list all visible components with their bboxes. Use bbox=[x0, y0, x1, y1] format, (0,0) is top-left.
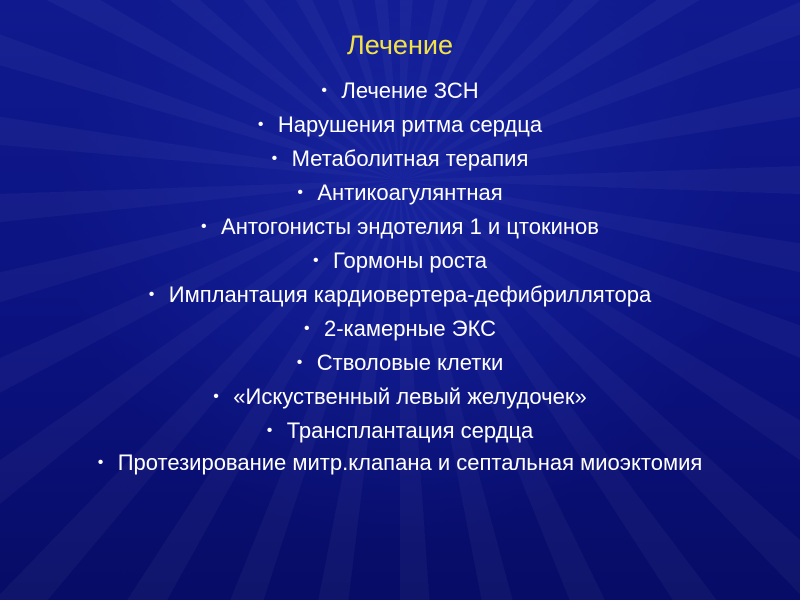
bullet-dot-icon: • bbox=[148, 286, 155, 303]
bullet-dot-icon: • bbox=[97, 454, 104, 471]
bullet-text: «Искуственный левый желудочек» bbox=[233, 384, 587, 409]
bullet-text: Протезирование митр.клапана и септальная миоэктомия bbox=[117, 450, 703, 475]
bullet-item bbox=[0, 244, 800, 278]
bullet-text: Антикоагулянтная bbox=[317, 180, 503, 205]
bullet-text: Лечение ЗСН bbox=[341, 78, 479, 103]
bullet-list bbox=[0, 74, 800, 514]
bullet-text: Антогонисты эндотелия 1 и цтокинов bbox=[221, 214, 599, 239]
bullet-item bbox=[0, 176, 800, 210]
bullet-text: 2-камерные ЭКС bbox=[323, 316, 497, 341]
bullet-dot-icon: • bbox=[257, 116, 264, 133]
bullet-text: Стволовые клетки bbox=[316, 350, 504, 375]
bullet-item bbox=[0, 312, 800, 346]
bullet-dot-icon: • bbox=[303, 320, 310, 337]
bullet-text: Метаболитная терапия bbox=[291, 146, 529, 171]
bullet-item bbox=[0, 142, 800, 176]
bullet-text: Имплантация кардиовертера-дефибриллятора bbox=[168, 282, 652, 307]
bullet-item bbox=[0, 74, 800, 108]
bullet-item bbox=[0, 278, 800, 312]
bullet-dot-icon: • bbox=[201, 218, 207, 235]
bullet-dot-icon: • bbox=[313, 252, 319, 269]
bullet-dot-icon: • bbox=[266, 422, 273, 439]
bullet-text: Гормоны роста bbox=[333, 248, 487, 273]
bullet-dot-icon: • bbox=[213, 388, 219, 405]
bullet-dot-icon: • bbox=[296, 354, 303, 371]
bullet-item bbox=[0, 108, 800, 142]
bullet-dot-icon: • bbox=[271, 150, 278, 167]
bullet-text: Нарушения ритма сердца bbox=[277, 112, 543, 137]
bullet-text: Трансплантация сердца bbox=[286, 418, 534, 443]
bullet-item bbox=[0, 346, 800, 380]
bullet-dot-icon: • bbox=[297, 184, 303, 201]
bullet-dot-icon: • bbox=[321, 82, 327, 99]
bullet-item bbox=[0, 210, 800, 244]
bullet-item bbox=[0, 380, 800, 414]
bullet-item bbox=[0, 414, 800, 448]
bullet-item bbox=[0, 448, 800, 514]
slide-title: Лечение bbox=[347, 30, 453, 60]
